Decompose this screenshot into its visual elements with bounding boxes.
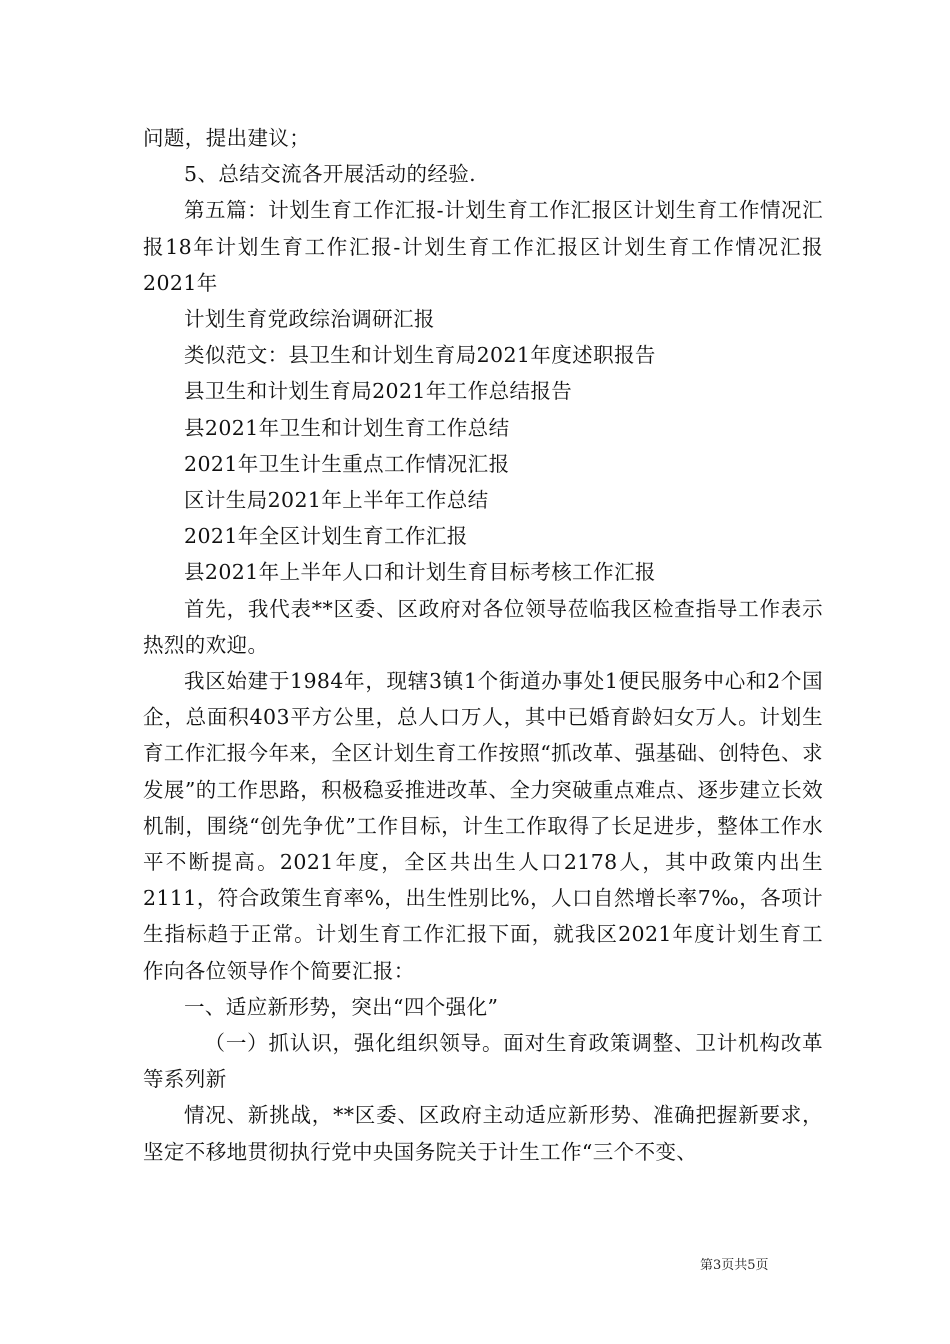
document-body	[143, 120, 823, 1170]
paragraph-section-one-heading: 一、适应新形势，突出“四个强化”	[184, 994, 499, 1019]
paragraph-related-5: 2021年全区计划生育工作汇报	[184, 524, 468, 549]
paragraph-related-4: 区计生局2021年上半年工作总结	[184, 488, 489, 513]
paragraph-continued-suggestions: 问题，提出建议；	[143, 126, 311, 150]
paragraph-report-subtitle: 计划生育党政综治调研汇报	[184, 307, 435, 332]
paragraph-related-3: 2021年卫生计生重点工作情况汇报	[184, 451, 510, 476]
paragraph-chapter-five-title: 第五篇：计划生育工作汇报-计划生育工作汇报区计划生育工作情况汇报18年计划生育工作汇报-计划生育工作汇报区计划生育工作情况汇报2021年	[143, 198, 823, 295]
paragraph-similar-docs: 类似范文：县卫生和计划生育局2021年度述职报告	[184, 343, 656, 368]
paragraph-new-challenges: 情况、新挑战，**区委、区政府主动适应新形势、准确把握新要求，坚定不移地贯彻执行党中央国务院关于计生工作“三个不变、	[143, 1103, 823, 1164]
paragraph-related-2: 县2021年卫生和计划生育工作总结	[184, 415, 510, 440]
paragraph-welcome: 首先，我代表**区委、区政府对各位领导莅临我区检查指导工作表示热烈的欢迎。	[143, 596, 823, 657]
paragraph-related-6: 县2021年上半年人口和计划生育目标考核工作汇报	[184, 560, 656, 585]
paragraph-subsection-one: （一）抓认识，强化组织领导。面对生育政策调整、卫计机构改革等系列新	[143, 1031, 823, 1092]
paragraph-related-1: 县卫生和计划生育局2021年工作总结报告	[184, 379, 573, 404]
paragraph-item-5: 5、总结交流各开展活动的经验.	[184, 162, 477, 187]
paragraph-district-overview: 我区始建于1984年，现辖3镇1个街道办事处1便民服务中心和2个国企，总面积403平方公里，总人口万人，其中已婚育龄妇女万人。计划生育工作汇报今年来，全区计划生育工作按照“抓改革、强基础、创特色、求发展”的工作思路，积极稳妥推进改革、全力突破重点难点、逐步建立长效机制，围绕“创先争优”工作目标，计生工作取得了长足进步，整体工作水平不断提高。2021年度，全区共出生人口2178人，其中政策内出生2111，符合政策生育率%，出生性别比%，人口自然增长率7‰，各项计生指标趋于正常。计划生育工作汇报下面，就我区2021年度计划生育工作向各位领导作个简要汇报：	[143, 669, 823, 983]
page-number: 第3页共5页	[700, 1258, 769, 1273]
